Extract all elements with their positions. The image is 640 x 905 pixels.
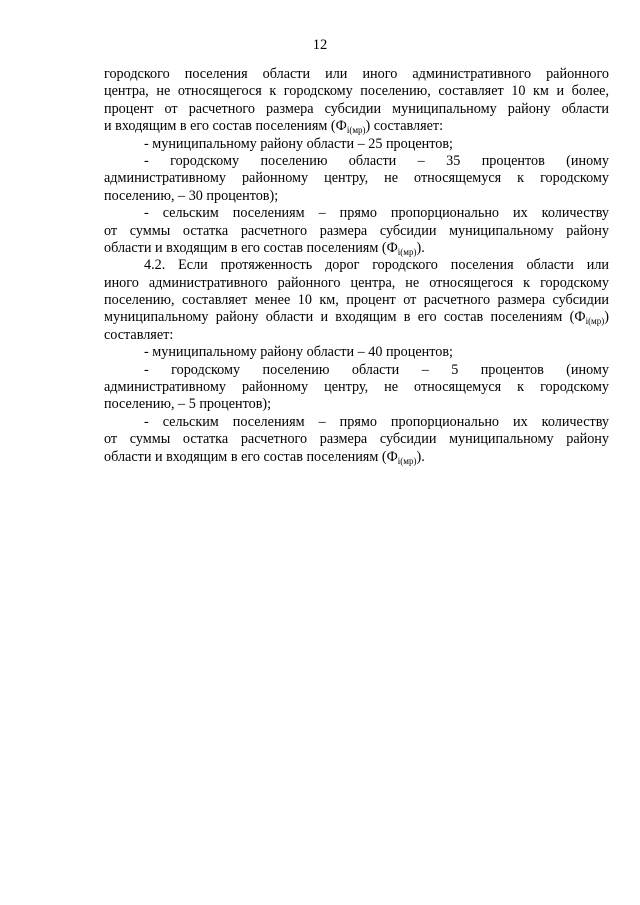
text-segment: ) [604,309,609,326]
text-line [104,118,609,135]
text-line: от суммы остатка расчетного размера субсидии муниципальному району [104,431,609,448]
text-line: - сельским поселениям – прямо пропорционально их количеству [144,413,609,430]
document-body [104,66,609,466]
page-number: 12 [312,37,328,53]
text-line: городского поселения области или иного административного районного [104,66,609,82]
text-segment: ). [416,239,425,256]
text-line: 4.2. Если протяженность дорог городского поселения области или [144,257,609,274]
text-segment: области и входящим в его состав поселениям (Ф [104,448,398,465]
text-line: - городскому поселению области – 35 процентов (иному [144,152,609,169]
text-line: поселению, – 30 процентов); [104,187,279,204]
text-line: от суммы остатка расчетного размера субсидии муниципальному району [104,222,609,239]
text-line: административному районному центру, не относящемуся к городскому [104,379,609,396]
text-line [104,309,609,326]
text-line: иного административного районного центра, не относящегося к городскому [104,274,609,291]
text-line: - городскому поселению области – 5 процентов (иному [144,361,609,378]
formula-subscript: i(мр) [585,316,605,327]
formula-subscript: i(мр) [397,246,417,257]
text-segment: ) составляет: [365,118,444,135]
text-line [104,240,609,257]
formula-subscript: i(мр) [397,455,417,466]
text-line: центра, не относящегося к городскому поселению, составляет 10 км и более, [104,83,609,100]
text-segment: муниципальному району области и входящим в его состав поселениям (Ф [104,309,586,326]
text-line: - сельским поселениям – прямо пропорционально их количеству [144,205,609,222]
text-line: - муниципальному району области – 40 процентов; [144,344,453,361]
text-line: поселению, составляет менее 10 км, процент от расчетного размера субсидии [104,292,609,309]
text-line: - муниципальному району области – 25 процентов; [144,135,453,152]
text-line: составляет: [104,326,174,343]
text-line: процент от расчетного размера субсидии муниципальному району области [104,100,609,117]
text-segment: и входящим в его состав поселениям (Ф [104,118,347,135]
formula-subscript: i(мр) [346,125,366,136]
text-line [104,449,609,466]
text-segment: ). [416,448,425,465]
text-line: поселению, – 5 процентов); [104,396,272,413]
text-line: административному районному центру, не относящемуся к городскому [104,170,609,187]
text-segment: области и входящим в его состав поселениям (Ф [104,239,398,256]
